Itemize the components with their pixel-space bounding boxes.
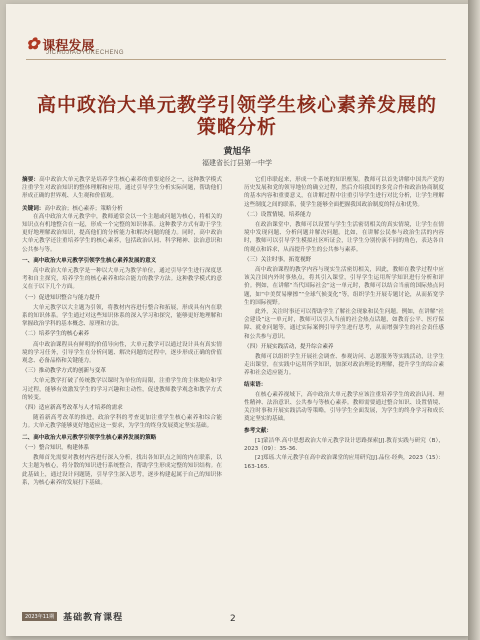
keywords-text: 高中政治；核心素养；策略分析	[44, 205, 123, 212]
paragraph: 随着新高考改革的推进，政治学科的考查更加注重学生核心素养和综合能力。大单元教学能够更好地适应这一要求，为学生的终身发展奠定坚实基础。	[22, 415, 222, 430]
left-column	[22, 176, 222, 488]
subsection-heading: （二）培养学生的核心素养	[22, 331, 90, 338]
page-footer	[22, 610, 123, 623]
column-logo-icon: ✿	[26, 36, 40, 53]
paragraph: 此外，关注时事还可以帮助学生了解社会现象和民生问题。例如，在讲解“社会建设”这一单元时，教师可以引入当前的社会热点话题，如教育公平、医疗保障、就业问题等，通过实际案例引导学生进行思考，从而增强学生的社会责任感和公共参与意识。	[244, 309, 444, 340]
section-heading: 一、高中政治大单元教学引领学生核心素养发展的意义	[22, 257, 157, 264]
paragraph: 大单元教学打破了传统教学以课时为单位的局限，注重学生的主体地位和学习过程，能够有效激发学生的学习兴趣和主动性，促进教师教学观念和教学方式的转变。	[22, 378, 222, 401]
column-name: 课程发展	[42, 37, 95, 53]
section-heading: 结束语：	[244, 381, 267, 388]
journal-page	[6, 4, 468, 636]
paragraph: 教师首先需要对教材内容进行深入分析，找出各知识点之间的内在联系，以大主题为核心，将分散的知识进行系统整合，帮助学生形成完整的知识结构。在此基础上，通过设计问题链，引导学生深入思考，逐步构建起属于自己的知识体系，为核心素养的发展打下基础。	[22, 455, 222, 486]
paragraph: [2]郑瑶.大单元教学在高中政治课堂的应用研究[J].品位·经典，2023（15）：163-165.	[244, 455, 444, 470]
paragraph: 高中政治课程具有鲜明的价值导向性，大单元教学可以通过设计具有真实情境的学习任务，引导学生在分析问题、解决问题的过程中，逐步形成正确的价值观念、必备品格和关键能力。	[22, 341, 222, 365]
abstract-text: 高中政治大单元教学是培养学生核心素养的重要途径之一，这种教学模式注重学生对政治知识的整体理解和应用，通过引导学生分析实际问题，帮助他们形成正确的世界观、人生观和价值观。	[22, 177, 222, 200]
article-title-line-1: 高中政治大单元教学引领学生核心素养发展的	[36, 94, 437, 116]
paragraph: 教师可以组织学生开展社会调查、参观访问、志愿服务等实践活动，让学生走出课堂，在实践中运用所学知识，加深对政治理论的理解，提升学生的综合素养和社会适应能力。	[244, 354, 444, 377]
column-pinyin: JICHUJIAOYUKECHENG	[46, 50, 125, 56]
subsection-heading: （四）适应新高考改革与人才培养的需求	[22, 405, 123, 412]
author-name: 黄旭华	[223, 147, 251, 157]
magazine-name: 基础教育课程	[63, 613, 124, 623]
subsection-heading: （三）推动教学方式的创新与变革	[22, 368, 106, 375]
subsection-heading: （一）整合知识，构建体系	[22, 444, 90, 451]
issue-badge: 2023年11期	[22, 612, 57, 621]
left-body-text	[22, 213, 222, 487]
book-binding	[468, 0, 480, 640]
right-body-text	[244, 176, 444, 471]
paragraph: [1]蒙洁华.高中思想政治大单元教学设计思路探索[J].教育实践与研究（B），2023（09）：35-36.	[244, 437, 444, 453]
keywords-label: 关键词：	[22, 205, 45, 212]
paragraph: 它们串联起来，形成一个系统的知识框架。教师可以首先讲解中国共产党的历史发展和党的领导地位的确立过程，然后介绍我国的多党合作和政治协商制度的基本内容和重要意义，在讲解过程中注重引导学生进行对比分析，让学生理解这些制度之间的联系，使学生能够全面把握我国政治制度的特点和优势。	[244, 177, 444, 208]
paragraph: 高中政治课程的教学内容与现实生活密切相关，因此，教师在教学过程中应该关注国内外时事热点，将其引入课堂，引导学生运用所学知识进行分析和评价。例如，在讲解“当代国际社会”这一单元时，教师可以结合当前的国际热点问题，如“中美贸易摩擦”“全球气候变化”等，组织学生开展专题讨论，从而拓宽学生的国际视野。	[244, 267, 444, 306]
abstract	[22, 176, 222, 201]
keywords	[22, 205, 222, 213]
subsection-heading: （二）设置情境，培养能力	[244, 211, 312, 218]
paragraph: 在高中政治大单元教学中，教师通常会以一个主题或问题为核心，将相关的知识点有机地整合在一起，形成一个完整的知识体系。这种教学方式有助于学生更好地理解政治知识，提高他们的分析能力和解决问题的能力。同时，高中政治大单元教学还注重培养学生的核心素养，包括政治认同、科学精神、法治意识和公共参与等。	[22, 213, 222, 253]
abstract-label: 摘要：	[22, 177, 40, 183]
article-title-line-2: 策略分析	[196, 116, 277, 138]
paragraph: 在政治课堂中，教师可以设置与学生生活密切相关的真实情境，让学生在情境中发现问题、分析问题并解决问题。比如，在讲解公民参与政治生活的内容时，教师可以引导学生模拟社区听证会，让学生分别扮演不同的角色，表达各自的观点和诉求，从而提升学生的公共参与素养。	[244, 222, 444, 253]
section-heading: 参考文献：	[244, 427, 272, 434]
section-heading: 二、高中政治大单元教学引领学生核心素养发展的策略	[22, 434, 157, 441]
subsection-heading: （四）开展实践活动，提升综合素养	[244, 343, 334, 350]
header-divider	[26, 59, 446, 60]
subsection-heading: （三）关注时事，拓宽视野	[244, 256, 312, 263]
author-affiliation: 福建省长汀县第一中学	[202, 159, 272, 167]
paragraph: 大单元教学以大主题为引领，将教材内容进行整合和拓展，形成具有内在联系的知识体系。学生通过对这些知识体系的深入学习和探究，能够更好地理解和掌握政治学科的基本概念、原理和方法。	[22, 304, 222, 328]
paragraph: 高中政治大单元教学是一种以大单元为教学单位，通过引导学生进行深度思考和自主探究，培养学生的核心素养和综合能力的教学方法。这种教学模式的意义在于以下几个方面。	[22, 268, 222, 291]
paragraph: 在核心素养视域下，高中政治大单元教学应该注重培养学生的政治认同、理性精神、法治意识、公共参与等核心素养。教师需要通过整合知识、设置情境、关注时事和开展实践活动等策略，引导学生全面发展，为学生的终身学习和成长奠定坚实的基础。	[244, 391, 444, 423]
page-number: 2	[230, 614, 236, 624]
subsection-heading: （一）促进知识整合与能力提升	[22, 294, 101, 301]
right-column	[244, 176, 444, 472]
